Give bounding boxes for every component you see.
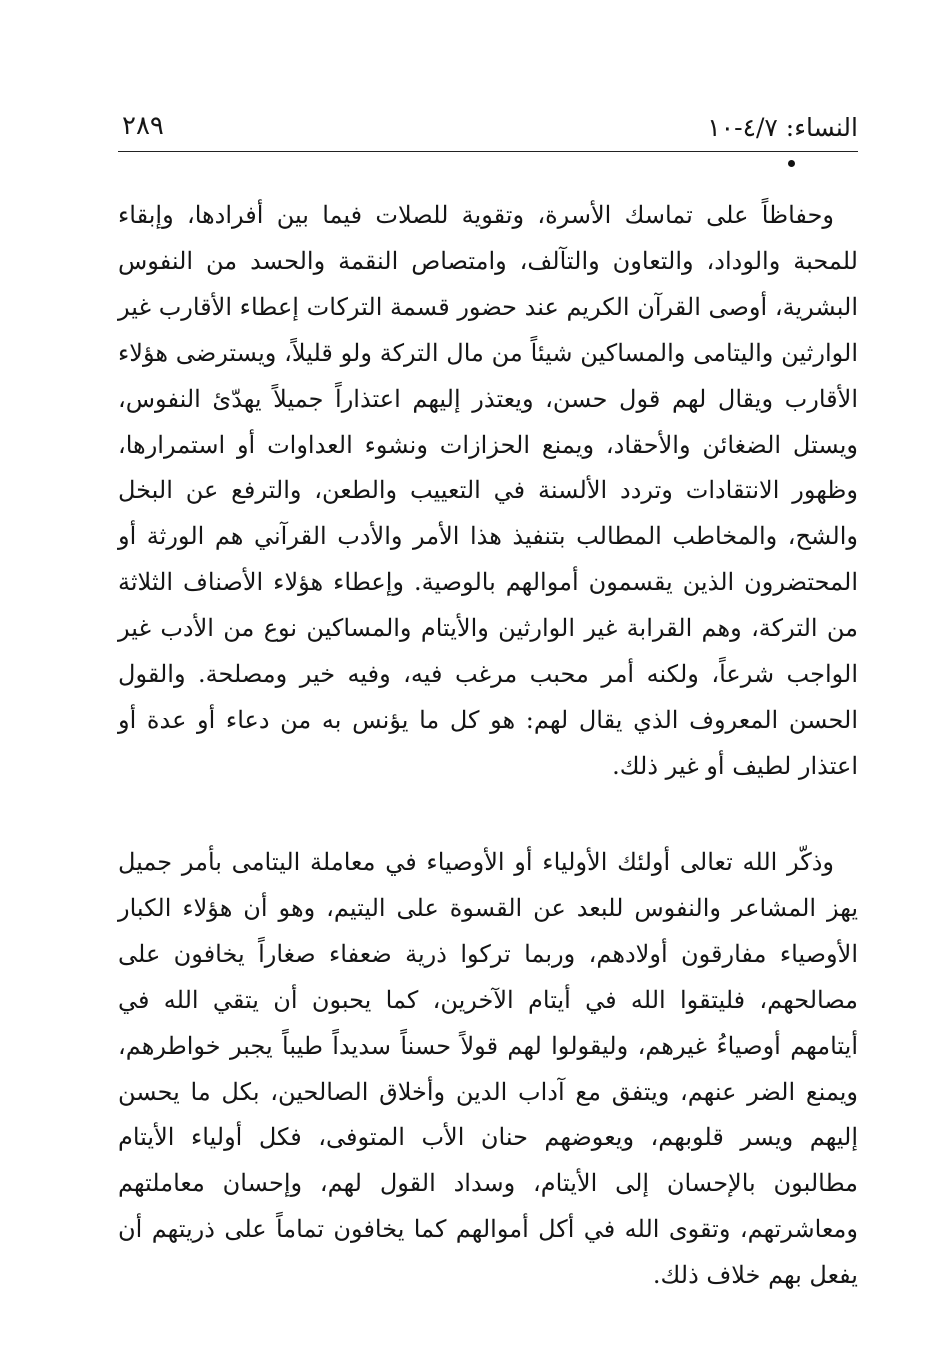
paragraph-2: وذكّر الله تعالى أولئك الأولياء أو الأوصياء في معاملة اليتامى بأمر جميل يهز المشاعر والنفوس للبعد عن القسوة على اليتيم، وهو أن هؤلاء الكبار الأوصياء مفارقون أولادهم، وربما تركوا ذرية ضعفاء صغاراً يخافون على مصالحهم، فليتقوا الله في أيتام الآخرين، كما يحبون أن يتقي الله في أيتامهم أوصياءُ غيرهم، وليقولوا لهم قولاً حسناً سديداً طيباً يجبر خواطرهم، ويمنع الضر عنهم، ويتفق مع آداب الدين وأخلاق الصالحين، بكل ما يحسن إليهم ويسر قلوبهم، ويعوضهم حنان الأب المتوفى، فكل أولياء الأيتام مطالبون بالإحسان إلى الأيتام، وسداد القول لهم، وإحسان معاملتهم ومعاشرتهم، وتقوى الله في أكل أموالهم كما يخافون تماماً على ذريتهم أن يفعل بهم خلاف ذلك. bbox=[118, 848, 858, 1290]
chapter-verse-reference: النساء: ٤/٧-١٠ bbox=[707, 113, 858, 142]
header-divider bbox=[118, 151, 858, 152]
page-header bbox=[118, 106, 858, 150]
paragraph-marker-dot bbox=[788, 160, 795, 167]
page-number: ٢٨٩ bbox=[122, 111, 164, 141]
scan-speck bbox=[40, 1292, 48, 1294]
paragraph-1: وحفاظاً على تماسك الأسرة، وتقوية للصلات فيما بين أفرادها، وإبقاء للمحبة والوداد، والتعاون والتآلف، وامتصاص النقمة والحسد من النفوس البشرية، أوصى القرآن الكريم عند حضور قسمة التركات إعطاء الأقارب غير الوارثين واليتامى والمساكين شيئاً من مال التركة ولو قليلاً، ويسترضى هؤلاء الأقارب ويقال لهم قول حسن، ويعتذر إليهم اعتذاراً جميلاً يهدّئ النفوس، ويستل الضغائن والأحقاد، ويمنع الحزازات ونشوء العداوات أو استمرارها، وظهور الانتقادات وتردد الألسنة في التعييب والطعن، والترفع عن البخل والشح، والمخاطب المطالب بتنفيذ هذا الأمر والأدب القرآني هم الورثة أو المحتضرون الذين يقسمون أموالهم بالوصية. وإعطاء هؤلاء الأصناف الثلاثة من التركة، وهم القرابة غير الوارثين والأيتام والمساكين نوع من الأدب غير الواجب شرعاً، ولكنه أمر محبب مرغب فيه، وفيه خير ومصلحة. والقول الحسن المعروف الذي يقال لهم: هو كل ما يؤنس به من دعاء أو عدة أو اعتذار لطيف أو غير ذلك. bbox=[118, 201, 858, 780]
